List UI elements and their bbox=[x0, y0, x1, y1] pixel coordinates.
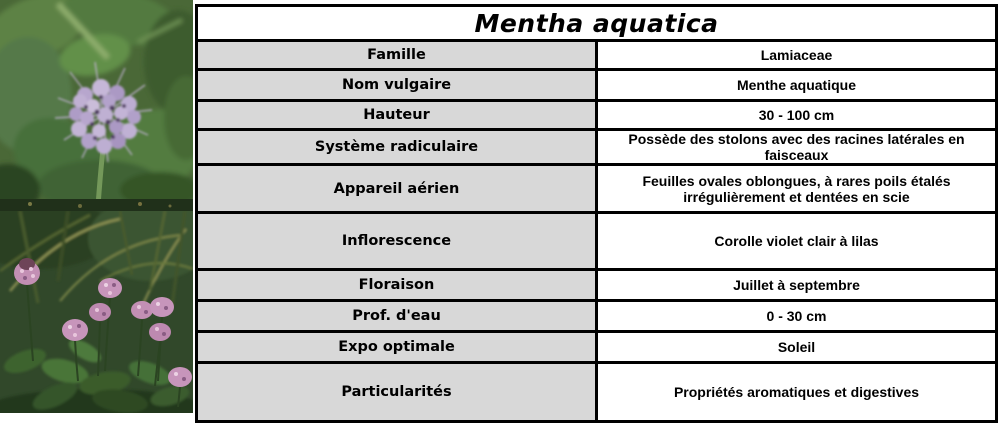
table-row bbox=[197, 301, 997, 332]
species-title: Mentha aquatica bbox=[197, 6, 997, 41]
row-value-particularites: Propriétés aromatiques et digestives bbox=[597, 363, 997, 422]
row-label-famille: Famille bbox=[197, 41, 597, 70]
table-row bbox=[197, 270, 997, 301]
photo-mint-flower-closeup bbox=[0, 0, 193, 211]
row-value-prof-eau: 0 - 30 cm bbox=[597, 301, 997, 332]
table-row bbox=[197, 70, 997, 101]
row-value-systeme-radiculaire: Possède des stolons avec des racines latérales en faisceaux bbox=[597, 130, 997, 165]
row-value-floraison: Juillet à septembre bbox=[597, 270, 997, 301]
table-row bbox=[197, 101, 997, 130]
row-label-inflorescence: Inflorescence bbox=[197, 213, 597, 270]
table-row bbox=[197, 332, 997, 363]
row-label-systeme-radiculaire: Système radiculaire bbox=[197, 130, 597, 165]
row-value-nom-vulgaire: Menthe aquatique bbox=[597, 70, 997, 101]
table-row bbox=[197, 41, 997, 70]
row-label-nom-vulgaire: Nom vulgaire bbox=[197, 70, 597, 101]
row-label-expo-optimale: Expo optimale bbox=[197, 332, 597, 363]
mint-flower-closeup-image bbox=[0, 0, 193, 211]
row-label-floraison: Floraison bbox=[197, 270, 597, 301]
row-value-hauteur: 30 - 100 cm bbox=[597, 101, 997, 130]
mint-plants-image bbox=[0, 211, 193, 413]
species-fact-table bbox=[195, 4, 998, 423]
row-value-appareil-aerien: Feuilles ovales oblongues, à rares poils étalés irrégulièrement et dentées en scie bbox=[597, 165, 997, 213]
row-value-famille: Lamiaceae bbox=[597, 41, 997, 70]
row-value-inflorescence: Corolle violet clair à lilas bbox=[597, 213, 997, 270]
row-value-expo-optimale: Soleil bbox=[597, 332, 997, 363]
title-row bbox=[197, 6, 997, 41]
row-label-prof-eau: Prof. d'eau bbox=[197, 301, 597, 332]
table-row bbox=[197, 165, 997, 213]
photo-mint-plants bbox=[0, 211, 193, 413]
row-label-hauteur: Hauteur bbox=[197, 101, 597, 130]
table-row bbox=[197, 363, 997, 422]
table-row bbox=[197, 213, 997, 270]
row-label-appareil-aerien: Appareil aérien bbox=[197, 165, 597, 213]
table-row bbox=[197, 130, 997, 165]
row-label-particularites: Particularités bbox=[197, 363, 597, 422]
